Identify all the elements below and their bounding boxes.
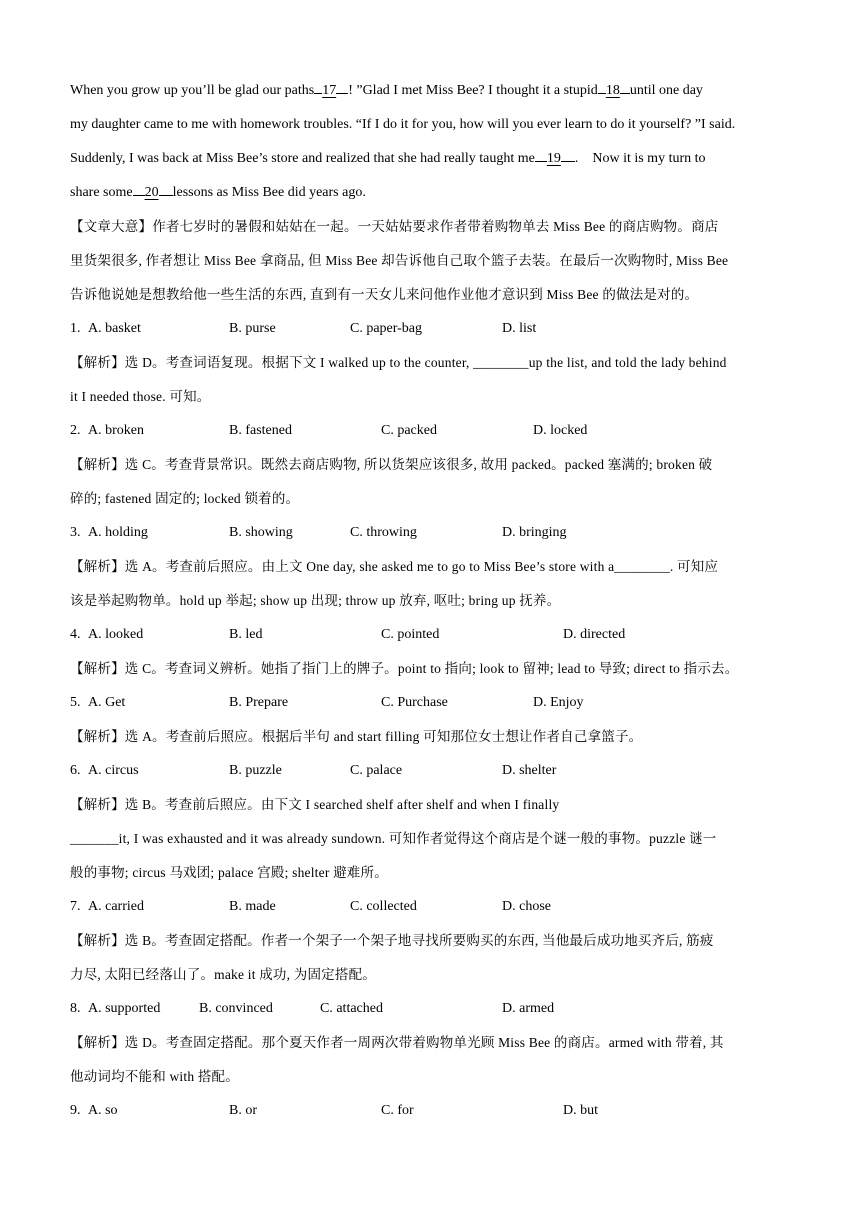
option-b: B. showing	[229, 525, 293, 540]
passage-text: lessons as Miss Bee did years ago.	[172, 185, 366, 200]
option-a: A. circus	[88, 763, 139, 778]
option-c: C. for	[381, 1103, 414, 1118]
summary-line: 里货架很多, 作者想让 Miss Bee 拿商品, 但 Miss Bee 却告诉他自己取个篮子去装。在最后一次购物时, Miss Bee	[70, 253, 729, 268]
option-b: B. led	[229, 627, 263, 642]
option-d: D. locked	[533, 423, 588, 438]
blank-underline	[535, 147, 547, 162]
analysis-line: 般的事物; circus 马戏团; palace 宫殿; shelter 避难所。	[70, 865, 388, 880]
option-c: C. attached	[320, 1001, 383, 1016]
option-d: D. directed	[563, 627, 626, 642]
option-a: A. looked	[88, 627, 144, 642]
option-c: C. palace	[350, 763, 403, 778]
blank-18: 18	[605, 83, 620, 98]
option-b: B. fastened	[229, 423, 292, 438]
option-c: C. Purchase	[381, 695, 448, 710]
option-b: B. made	[229, 899, 276, 914]
option-a: A. holding	[88, 525, 148, 540]
analysis-line: 他动词均不能和 with 搭配。	[70, 1069, 239, 1084]
question-item	[70, 686, 794, 754]
summary-line: 【文章大意】作者七岁时的暑假和姑姑在一起。一天姑姑要求作者带着购物单去 Miss Bee 的商店购物。商店	[70, 219, 719, 234]
option-c: C. collected	[350, 899, 417, 914]
passage-line	[70, 74, 794, 108]
question-item	[70, 1094, 794, 1128]
question-item	[70, 992, 794, 1094]
passage-line	[70, 176, 794, 210]
question-number: 8.	[70, 1001, 81, 1016]
analysis-line: 碎的; fastened 固定的; locked 锁着的。	[70, 491, 300, 506]
option-b: B. convinced	[199, 1001, 273, 1016]
analysis-line: 【解析】选 A。考查前后照应。由上文 One day, she asked me to go to Miss Bee’s store with a________. 可知应	[70, 559, 719, 574]
question-item	[70, 516, 794, 618]
option-d: D. armed	[502, 1001, 555, 1016]
question-options-row	[70, 1094, 794, 1128]
blank-underline	[159, 181, 173, 196]
passage-text: When you grow up you’ll be glad our paths	[70, 83, 315, 98]
analysis-line: 该是举起购物单。hold up 举起; show up 出现; throw up 放弃, 呕吐; bring up 抚养。	[70, 593, 561, 608]
question-options-row	[70, 618, 794, 652]
analysis-line: 【解析】选 C。考查词义辨析。她指了指门上的牌子。point to 指向; look to 留神; lead to 导致; direct to 指示去。	[70, 661, 739, 676]
option-a: A. carried	[88, 899, 144, 914]
passage-line	[70, 142, 794, 176]
option-b: B. puzzle	[229, 763, 282, 778]
passage-text: until one day	[629, 83, 703, 98]
option-b: B. purse	[229, 321, 276, 336]
analysis-line: 【解析】选 C。考查背景常识。既然去商店购物, 所以货架应该很多, 故用 packed。packed 塞满的; broken 破	[70, 457, 713, 472]
analysis-line: 【解析】选 D。考查固定搭配。那个夏天作者一周两次带着购物单光顾 Miss Bee 的商店。armed with 带着, 其	[70, 1035, 724, 1050]
passage-text: . Now it is my turn to	[574, 151, 706, 166]
option-d: D. but	[563, 1103, 598, 1118]
option-a: A. supported	[88, 1001, 161, 1016]
option-c: C. pointed	[381, 627, 440, 642]
question-number: 9.	[70, 1103, 81, 1118]
option-d: D. list	[502, 321, 537, 336]
option-a: A. so	[88, 1103, 118, 1118]
passage-text: my daughter came to me with homework troubles. “If I do it for you, how will you ever learn to do it yourself? ”I said.	[70, 117, 736, 132]
option-d: D. chose	[502, 899, 551, 914]
option-d: D. Enjoy	[533, 695, 584, 710]
passage-text: Suddenly, I was back at Miss Bee’s store and realized that she had really taught me	[70, 151, 535, 166]
question-number: 1.	[70, 321, 81, 336]
question-item	[70, 618, 794, 686]
summary-line: 告诉他说她是想教给他一些生活的东西, 直到有一天女儿来问他作业他才意识到 Miss Bee 的做法是对的。	[70, 287, 699, 302]
option-b: B. or	[229, 1103, 257, 1118]
analysis-line: 力尽, 太阳已经落山了。make it 成功, 为固定搭配。	[70, 967, 376, 982]
option-c: C. throwing	[350, 525, 417, 540]
question-list	[70, 312, 794, 1128]
question-options-row	[70, 890, 794, 924]
blank-underline	[336, 79, 348, 94]
option-c: C. packed	[381, 423, 437, 438]
question-number: 6.	[70, 763, 81, 778]
passage-line	[70, 108, 794, 142]
option-a: A. Get	[88, 695, 126, 710]
question-options-row	[70, 686, 794, 720]
blank-17: 17	[322, 83, 337, 98]
question-number: 2.	[70, 423, 81, 438]
passage-text: share some	[70, 185, 133, 200]
analysis-line: _______it, I was exhausted and it was already sundown. 可知作者觉得这个商店是个谜一般的事物。puzzle 谜一	[70, 831, 717, 846]
analysis-line: it I needed those. 可知。	[70, 389, 211, 404]
blank-underline	[598, 79, 606, 94]
analysis-line: 【解析】选 A。考查前后照应。根据后半句 and start filling 可知那位女士想让作者自己拿篮子。	[70, 729, 643, 744]
blank-underline	[620, 79, 630, 94]
question-options-row	[70, 312, 794, 346]
blank-20: 20	[144, 185, 159, 200]
blank-underline	[133, 181, 145, 196]
question-item	[70, 312, 794, 414]
blank-underline	[561, 147, 575, 162]
document-page	[70, 74, 794, 1128]
question-item	[70, 754, 794, 890]
option-a: A. basket	[88, 321, 141, 336]
analysis-line: 【解析】选 B。考查固定搭配。作者一个架子一个架子地寻找所要购买的东西, 当他最后成功地买齐后, 筋疲	[70, 933, 714, 948]
blank-19: 19	[546, 151, 561, 166]
option-a: A. broken	[88, 423, 144, 438]
question-options-row	[70, 414, 794, 448]
question-item	[70, 414, 794, 516]
question-options-row	[70, 754, 794, 788]
option-c: C. paper-bag	[350, 321, 423, 336]
question-number: 7.	[70, 899, 81, 914]
option-d: D. bringing	[502, 525, 567, 540]
blank-underline	[314, 79, 322, 94]
option-d: D. shelter	[502, 763, 557, 778]
analysis-line: 【解析】选 D。考查词语复现。根据下文 I walked up to the counter, ________up the list, and told the lady behind	[70, 355, 727, 370]
question-number: 3.	[70, 525, 81, 540]
question-options-row	[70, 516, 794, 550]
passage-text: ! ”Glad I met Miss Bee? I thought it a stupid	[348, 83, 598, 98]
question-options-row	[70, 992, 794, 1026]
analysis-line: 【解析】选 B。考查前后照应。由下文 I searched shelf after shelf and when I finally	[70, 797, 560, 812]
question-item	[70, 890, 794, 992]
question-number: 5.	[70, 695, 81, 710]
question-number: 4.	[70, 627, 81, 642]
option-b: B. Prepare	[229, 695, 289, 710]
